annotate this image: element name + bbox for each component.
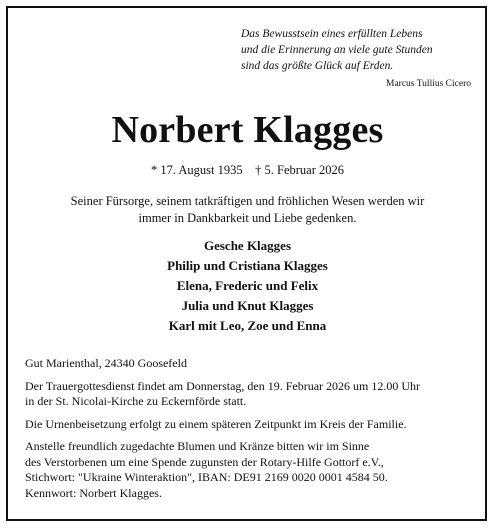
- notice-line: Kennwort: Norbert Klagges.: [25, 485, 162, 500]
- service-notice: [25, 379, 480, 410]
- quote-line: sind das größte Glück auf Erden.: [241, 60, 394, 72]
- tribute-text: [0, 193, 495, 227]
- urn-notice: [25, 417, 480, 433]
- family-member: Gesche Klagges: [203, 238, 291, 253]
- family-names: [0, 236, 495, 336]
- family-member: Elena, Frederic und Felix: [176, 278, 319, 293]
- quote-line: und die Erinnerung an viele gute Stunden: [241, 44, 433, 56]
- family-member: Karl mit Leo, Zoe und Enna: [168, 318, 327, 333]
- notice-line: Stichwort: "Ukraine Winteraktion", IBAN: DE91 2169 0020 0001 4584 50.: [25, 470, 388, 484]
- cicero-quote: [241, 26, 471, 92]
- family-member: Julia und Knut Klagges: [181, 298, 314, 313]
- quote-author: Marcus Tullius Cicero: [386, 79, 471, 89]
- deceased-name: Norbert Klagges: [111, 109, 384, 151]
- notice-line: in der St. Nicolai-Kirche zu Eckernförde statt.: [25, 394, 247, 408]
- notice-line: Gut Marienthal, 24340 Goosefeld: [25, 356, 187, 370]
- notice-line: Der Trauergottesdienst findet am Donnerstag, den 19. Februar 2026 um 12.00 Uhr: [25, 378, 421, 393]
- quote-line: Das Bewusstsein eines erfüllten Lebens: [241, 28, 423, 40]
- notice-line: Anstelle freundlich zugedachte Blumen und Kränze bitten wir im Sinne: [25, 439, 370, 453]
- tribute-line: immer in Dankbarkeit und Liebe gedenken.: [138, 211, 357, 225]
- notice-line: des Verstorbenen um eine Spende zugunsten der Rotary-Hilfe Gottorf e.V.,: [25, 454, 384, 469]
- notices: [25, 356, 480, 508]
- donation-notice: [25, 439, 480, 501]
- tribute-line: Seiner Fürsorge, seinem tatkräftigen und fröhlichen Wesen werden wir: [70, 194, 425, 208]
- family-member: Philip und Cristiana Klagges: [167, 258, 328, 273]
- notice-line: Die Urnenbeisetzung erfolgt zu einem späteren Zeitpunkt im Kreis der Familie.: [25, 416, 407, 431]
- life-dates: * 17. August 1935 † 5. Februar 2026: [150, 163, 345, 177]
- address-notice: [25, 356, 480, 372]
